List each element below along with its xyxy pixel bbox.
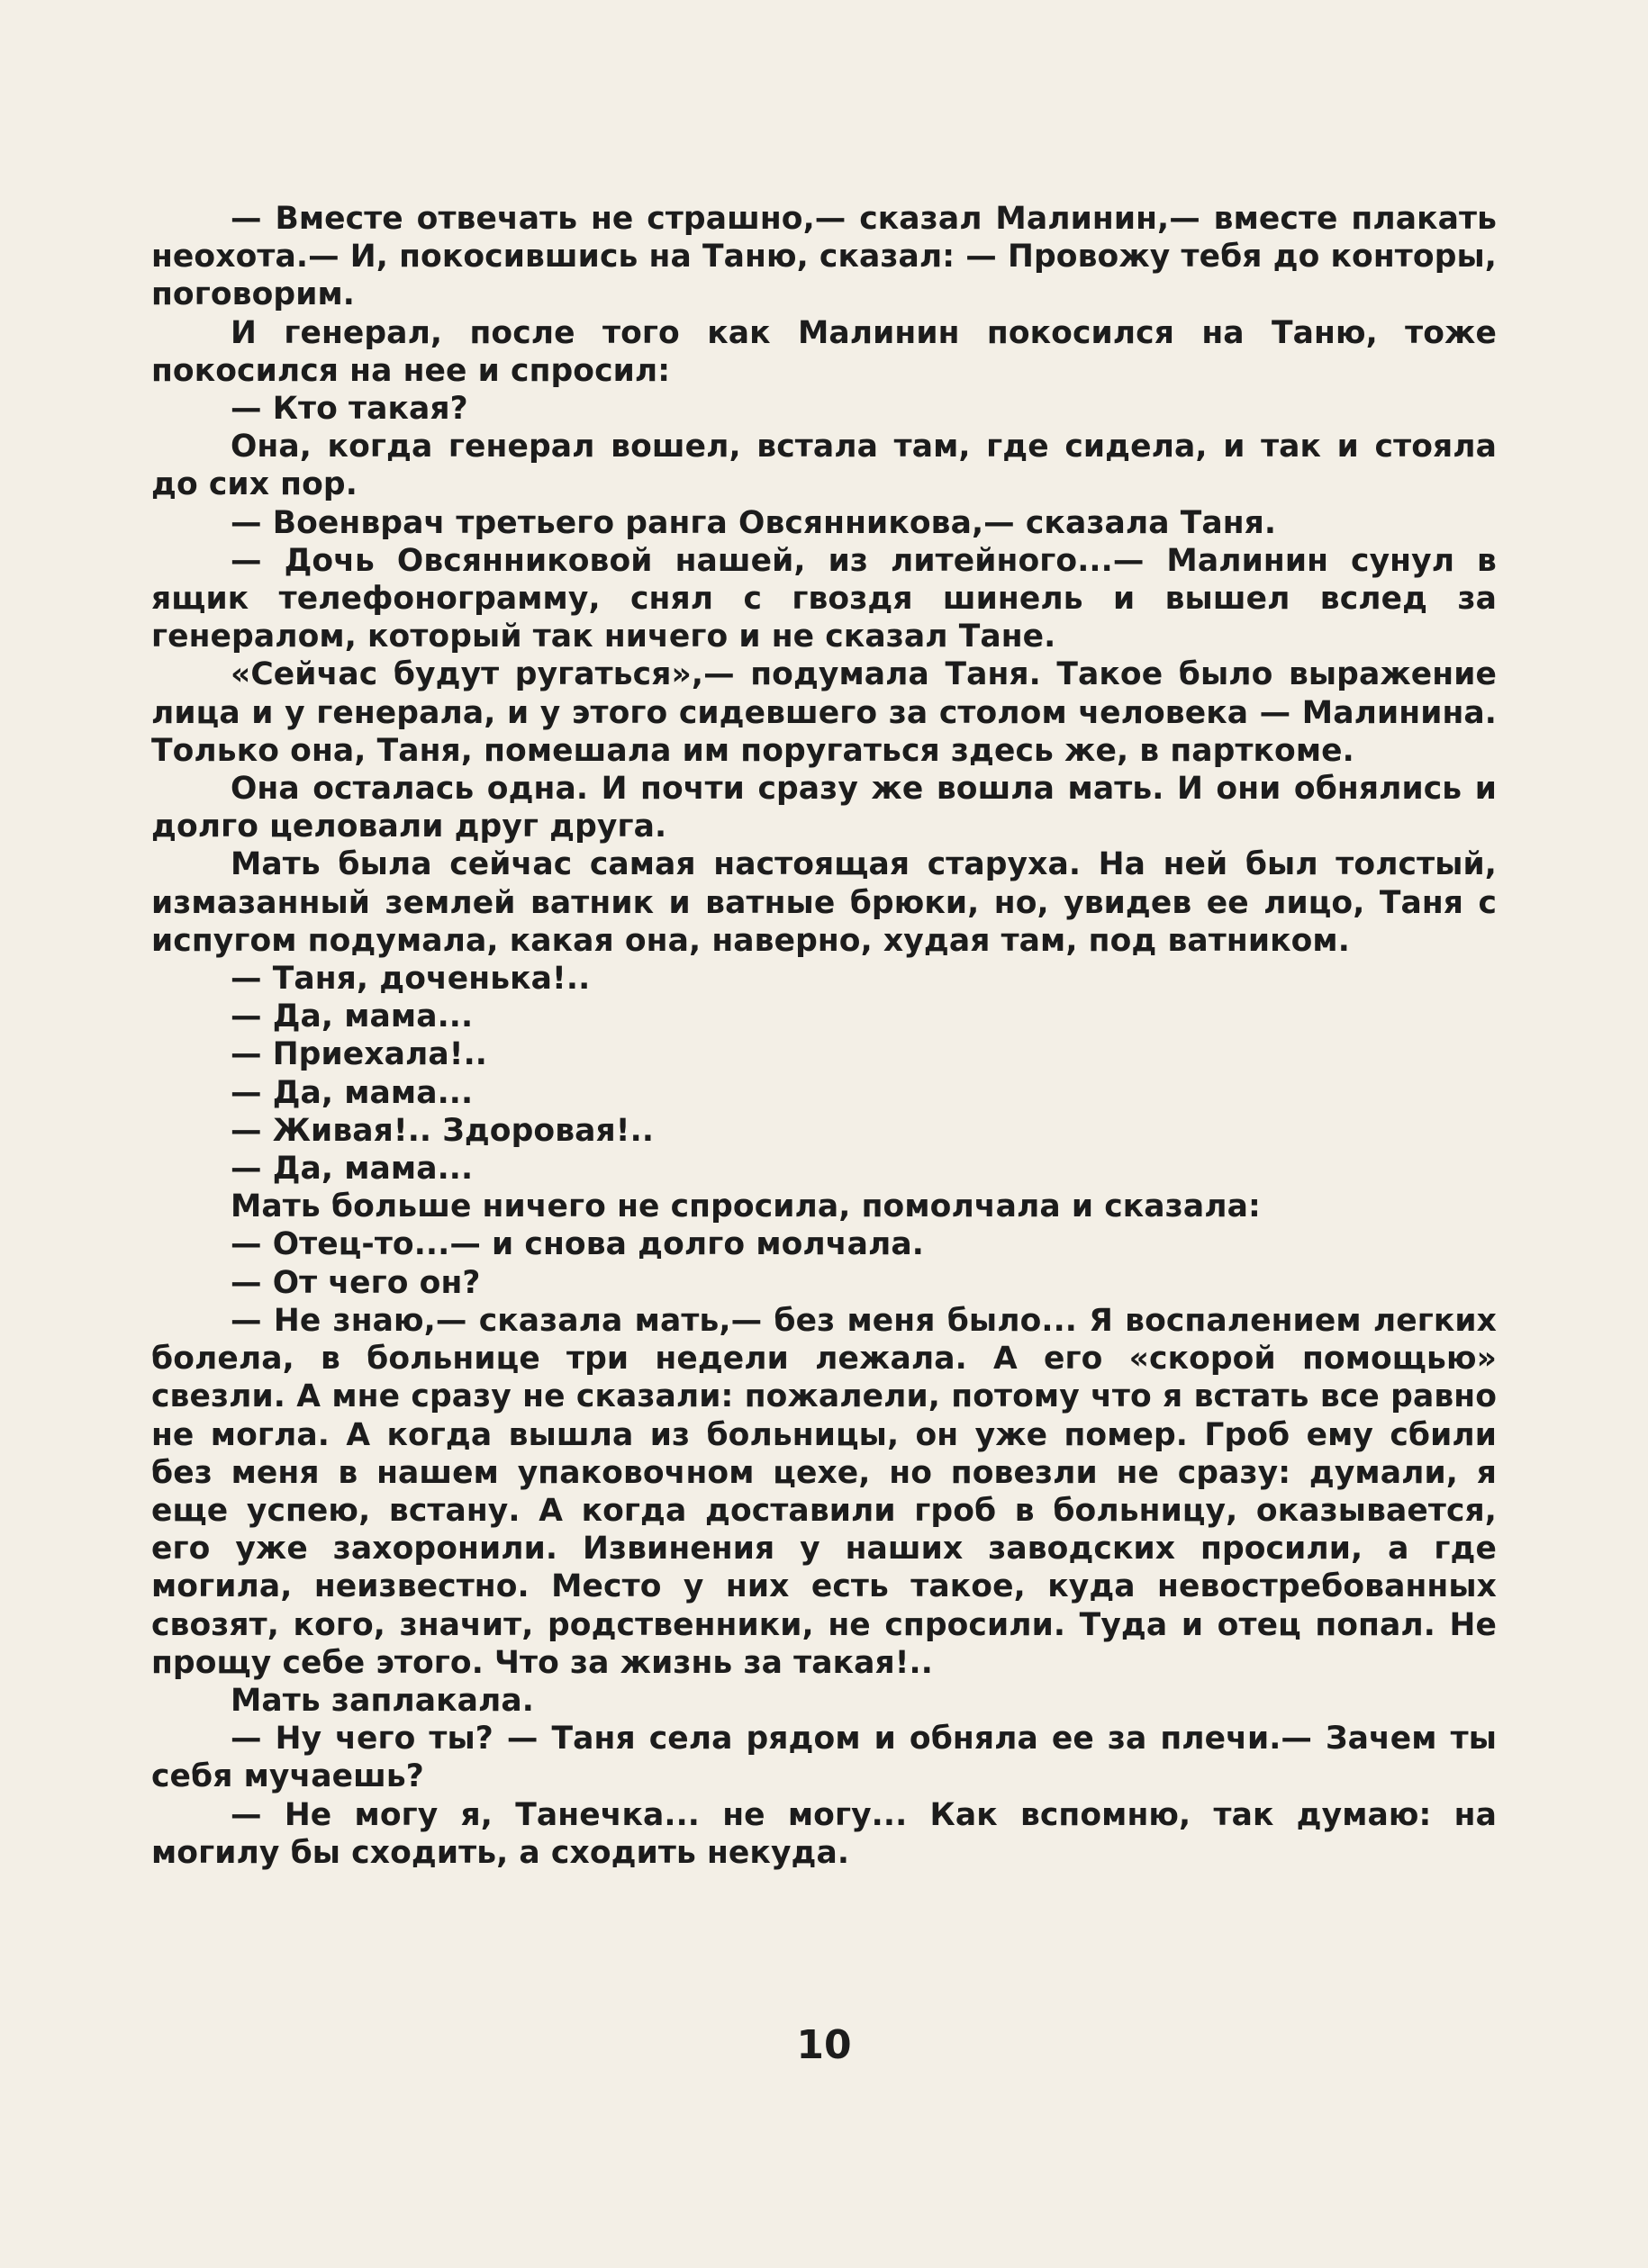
paragraph: — Живая!.. Здоровая!.. (231, 1112, 655, 1149)
paragraph: — Дочь Овсянниковой нашей, из литейного...— Малинин сунул в ящик телефонограмму, снял с гвоздя шинель и вышел вслед за генералом, который так ничего и не сказал Тане. (151, 542, 1497, 655)
paragraph: — Таня, доченька!.. (231, 961, 591, 998)
paragraph: — Ну чего ты? — Таня села рядом и обняла ее за плечи.— Зачем ты себя мучаешь? (151, 1721, 1497, 1795)
paragraph: Мать больше ничего не спросила, помолчала и сказала: (231, 1188, 1261, 1225)
paragraph: — Кто такая? (231, 391, 468, 428)
paragraph: — Военврач третьего ранга Овсянникова,— сказала Таня. (231, 504, 1277, 541)
paragraph: — Да, мама... (231, 998, 474, 1035)
paragraph: Мать заплакала. (231, 1682, 534, 1719)
page-number: 10 (796, 2022, 852, 2068)
paragraph: — Да, мама... (231, 1074, 474, 1111)
paragraph: Мать была сейчас самая настоящая старуха. На ней был толстый, измазанный землей ватник и ватные брюки, но, увидев ее лицо, Таня с испугом подумала, какая она, наверно, худая там, под ватником. (151, 846, 1497, 959)
paragraph: — От чего он? (231, 1264, 481, 1301)
paragraph: Она осталась одна. И почти сразу же вошла мать. И они обнялись и долго целовали друг друга. (151, 771, 1497, 845)
paragraph: — Вместе отвечать не страшно,— сказал Малинин,— вместе плакать неохота.— И, покосившись на Таню, сказал: — Провожу тебя до конторы, поговорим. (151, 201, 1497, 313)
paragraph: «Сейчас будут ругаться»,— подумала Таня. Такое было выражение лица и у генерала, и у этого сидевшего за столом человека — Малинина. Только она, Таня, помешала им поругаться здесь же, в парткоме. (151, 656, 1497, 769)
paragraph: И генерал, после того как Малинин покосился на Таню, тоже покосился на нее и спросил: (151, 314, 1497, 389)
paragraph: — Приехала!.. (231, 1036, 487, 1073)
paragraph: — Отец-то...— и снова долго молчала. (231, 1226, 924, 1263)
paragraph: — Не могу я, Танечка... не могу... Как вспомню, так думаю: на могилу бы сходить, а сходить некуда. (151, 1796, 1497, 1871)
paragraph: — Не знаю,— сказала мать,— без меня было... Я воспалением легких болела, в больнице три недели лежала. А его «скорой помощью» свезли. А мне сразу не сказали: пожалели, потому что я встать все равно не могла. А когда вышла из больницы, он уже помер. Гроб ему сбили без меня в нашем упаковочном цехе, но повезли не сразу: думали, я еще успею, встану. А когда доставили гроб в больницу, оказывается, его уже захоронили. Извинения у наших заводских просили, а где могила, неизвестно. Место у них есть такое, куда невостребованных свозят, кого, значит, родственники, не спросили. Туда и отец попал. Не прощу себе этого. Что за жизнь за такая!.. (151, 1302, 1497, 1681)
paragraph: — Да, мама... (231, 1151, 474, 1188)
page-text (151, 200, 1497, 1872)
paragraph: Она, когда генерал вошел, встала там, где сидела, и так и стояла до сих пор. (151, 429, 1497, 503)
